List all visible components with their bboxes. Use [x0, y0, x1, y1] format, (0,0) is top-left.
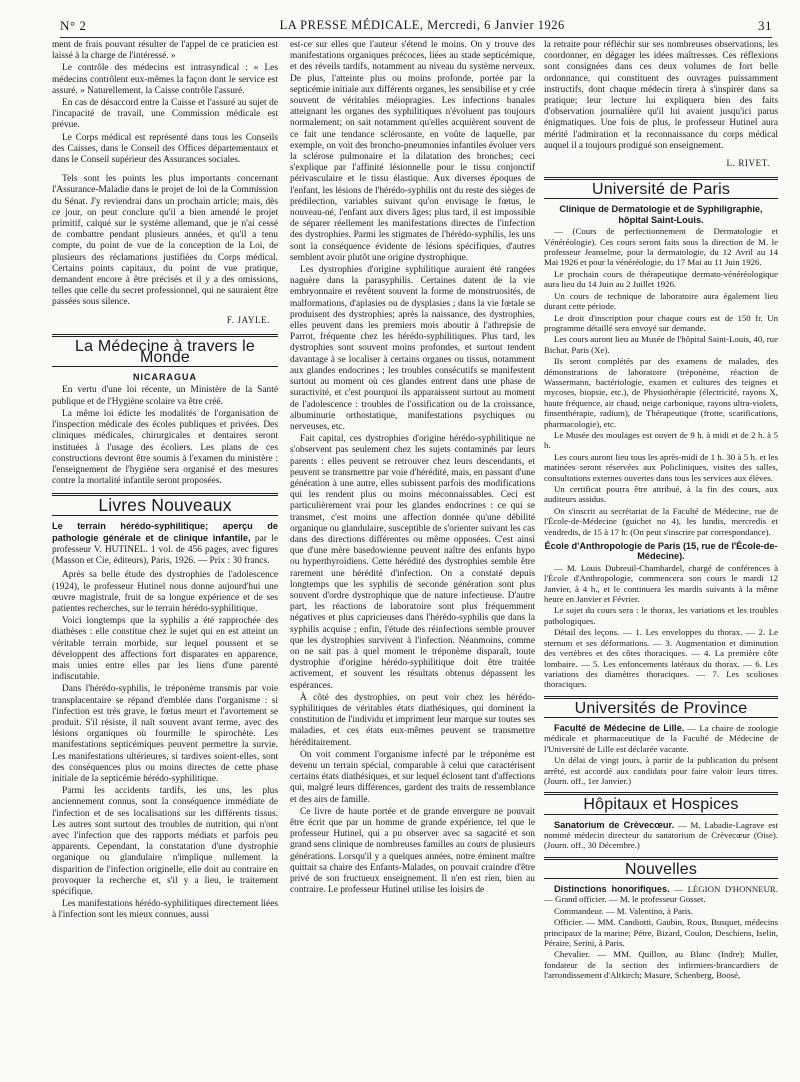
page-number-left: N° 2: [60, 18, 87, 33]
paragraph: — M. Louis Dubreuil-Chambardel, chargé de conférences à l'École d'Anthropologie, commencera son cours le mardi 12 Janvier, à 4 h., et le continuera les mardis suivants à la même heure en Janvier et Février.: [544, 562, 778, 605]
section-heading-news: Nouvelles: [544, 857, 778, 879]
paragraph: Officier. — MM. Candiotti, Gaubin, Roux, Busquet, médecins principaux de la marine; Pétre, Bizard, Coulon, Deschiens, Iselin, Péraire, Serini, à Paris.: [544, 917, 778, 949]
country-subheading: NICARAGUA: [133, 372, 197, 383]
journal-title: LA PRESSE MÉDICALE, Mercredi, 6 Janvier 1926: [279, 18, 565, 32]
paragraph: Parmi les accidents tardifs, les uns, les plus anciennement connus, sont la conséquence immédiate de l'infection et de ses localisations sur les différents tissus. Les autres sont surtout des troubles de nutrition, qui n'ont avec l'infection que des rapports médiats et parfois peu apparents. Cependant, la constatation d'une dystrophie organique ou glandulaire n'implique nullement la disparition de l'infection originelle, elle doit au contraire en provoquer la recherche et, s'il y a lieu, le traitement spécifique.: [52, 786, 278, 898]
page-number-right: 31: [757, 18, 772, 33]
book-reference: par le professeur V. HUTINEL. 1 vol. de 456 pages, avec figures (Masson et Cie, éditeurs), Paris, 1926. — Prix : 30 francs.: [52, 533, 278, 567]
paragraph: Le Musée des moulages est ouvert de 9 h. à midi et de 2 h. à 5 h.: [544, 429, 778, 451]
announcement-title: École d'Anthropologie de Paris (15, rue de l'École-de-Médecine).: [544, 541, 778, 562]
paragraph: la retraite pour réfléchir sur ses nombreuses observations, les coordonner, en dégager les idées maîtresses. Ces réflexions sont consignées dans ces deux volumes de fort belle ordonnance, qui constituent des ouvrages puissamment instructifs, dont chaque médecin tirera à s'inspirer dans sa pratique; leur lecture lui expliquera bien des faits d'observation journalière qu'il lui avaient jusqu'ici parus énigmatiques. Une fois de plus, le professeur Hutinel aura mérité l'admiration et la reconnaissance du corps médical auquel il a toujours prodigué son enseignement.: [544, 40, 778, 151]
announcement-lille: [544, 723, 778, 786]
paragraph: En cas de désaccord entre la Caisse et l'assuré au sujet de l'incapacité de travail, une Commission médicale est prévue.: [52, 98, 278, 131]
paragraph: Les dystrophies d'origine syphilitique auraient été rangées naguère dans la parasyphilis. Certaines datent de la vie embryonnaire et revêtent souvent la forme de monstruosités, de malformations, d'aplasies ou de dysplasies ; dans la vie fœtale se produisent des dystrophies; après la naissance, des dystrophies, elles peuvent dans les premiers mois aboutir à l'athrepsie de Parrot, fréquente chez les hérédo-syphilitiques. Plus tard, les dystrophies sont souvent moins profondes, et surtout tendent davantage à se localiser à certains organes ou tissus, notamment aux glandes endocrines ; les troubles consécutifs se manifestent surtout au moment où ces glandes entrent dans une phase de suractivité, et c'est pourquoi ils apparaissent surtout au moment de l'adolescence : troubles de l'ossification ou de la croissance, albuminurie orthostatique, manifestations psychiques ou nerveuses, etc.: [290, 265, 535, 432]
paragraph: Un certificat pourra être attribué, à la fin des cours, aux auditeurs assidus.: [544, 484, 778, 505]
paragraph: Détail des leçons. — 1. Les enveloppes du thorax. — 2. Le sternum et ses déformations. — 3. Augmentation et diminution des vertèbres et des côtes thoraciques. — 4. La première côte lombaire. — 5. Les enfoncements latéraux du thorax. — 6. Les variations des diamètres thoraciques. — 7. Les scolioses thoraciques.: [544, 627, 778, 690]
author-signature: L. RIVET.: [726, 158, 770, 169]
book-title: Le terrain hérédo-syphilitique; aperçu de pathologie générale et de clinique infantile,: [52, 520, 278, 543]
announcement-title: Clinique de Dermatologie et de Syphiligraphie, hôpital Saint-Louis.: [559, 204, 763, 225]
paragraph: Commandeur. — M. Valentino, à Paris.: [554, 905, 693, 916]
paragraph: Un cours de technique de laboratoire aura également lieu durant cette période.: [544, 290, 778, 312]
section-heading-world-medicine: La Médecine à travers le Monde: [52, 334, 278, 367]
paragraph: À côté des dystrophies, on peut voir chez les hérédo-syphilitiques de véritables états diathésiques, qui dominent la constitution de l'individu et impriment leur marque sur toutes ses maladies, et ces états eux-mêmes peuvent se transmettre héréditairement.: [290, 692, 535, 748]
paragraph: Fait capital, ces dystrophies d'origine hérédo-syphilitique ne s'observent pas seulement chez les sujets contaminés par leurs parents : elles peuvent se retrouver chez leurs descendants, et peuvent se transmettre par voie d'hérédité, mais, en passant d'une génération à une autre, elles subissent parfois des modifications qui les rendent plus ou moins méconnaissables. Ceci est particulièrement vrai pour les glandes endocrines : ce qui se transmet, c'est moins une affection donnée qu'une débilité organique ou glandulaire, susceptible de s'orienter suivant les cas dans des directions différentes ou même opposées. C'est ainsi que d'une mère basedowienne peuvent naître des enfants hypo ou hyperthyroïdiens. Cette hérédité des dystrophies semble être rarement une hérédité d'infection. On a constaté depuis longtemps que les syphilis de seconde génération sont plus souvent d'ordre dystrophique que de nature infectieuse. D'autre part, les réactions de laboratoire sont plus fréquemment négatives et plus capricieuses dans l'hérédo-syphilis que dans la syphilis acquise ; enfin, l'étude des réinfections semble prouver que les dystrophies survivent à l'infection. Néanmoins, comme on ne sait pas à quel moment le tréponème disparaît, toute dystrophie d'origine hérédo-syphilitique doit être traitée activement, et souvent les résultats obtenus dépassent les espérances.: [290, 434, 535, 691]
paragraph: Le contrôle des médecins est intrasyndical : « Les médecins contrôlent eux-mêmes la façon dont le service est assuré. » Naturellement, la Caisse contrôle l'assuré.: [52, 63, 278, 96]
paragraph: Le Corps médical est représenté dans tous les Conseils des Caisses, dans le Conseil des Offices départementaux et dans le Conseil supérieur des Assurances sociales.: [52, 132, 278, 166]
paragraph: Chevalier. — MM. Quillon, au Blanc (Indre); Muller, fondateur de la section des infirmiers-brancardiers de l'arrondissement d'Altkirch; Masure, Schenberg, Boosé,: [544, 949, 778, 981]
announcement-dermatology: [544, 204, 778, 689]
paragraph: En vertu d'une loi récente, un Ministère de la Santé publique et de l'Hygiène scolaire va être créé.: [52, 385, 278, 407]
paragraph: Après sa belle étude des dystrophies de l'adolescence (1924), le professeur Hutinel nous donne aujourd'hui une œuvre magistrale, fruit de sa longue expérience et de ses patientes recherches, sur le terrain hérédo-syphilitique.: [52, 570, 278, 614]
column-middle: [290, 40, 535, 1075]
paragraph: Les manifestations hérédo-syphilitiques directement liées à l'infection sont les mieux connues, aussi: [52, 899, 278, 921]
paragraph: Sanatorium de Crèvecœur. — M. Labadie-Lagrave est nommé médecin directeur du sanatorium de Crèvecœur (Oise). (Journ. off., 30 Décembre.): [544, 819, 778, 851]
book-entry: [52, 521, 278, 568]
paragraph: On voit comment l'organisme infecté par le tréponème est devenu un terrain spécial, comparable à celui que caractérisent certains états diathésiques, et sur lequel éclosent tant d'affections qui, malgré leurs différences, gardent des traits de ressemblance et des airs de famille.: [290, 749, 535, 805]
paragraph: On s'inscrit au secrétariat de la Faculté de Médecine, rue de l'École-de-Médecine (guichet no 4), les lundis, mercredis et vendredis, de 15 à 17 h: (On peut s'inscrire par correspondance).: [544, 505, 778, 537]
author-signature: F. JAYLE.: [226, 314, 270, 325]
section-heading-new-books: Livres Nouveaux: [52, 493, 278, 515]
paragraph: Le prochain cours de thérapeutique dermato-vénéréologique aura lieu du 14 Juin au 2 Juillet 1926.: [544, 268, 778, 290]
announcement-distinctions: [544, 884, 778, 981]
page-header: [60, 18, 772, 38]
paragraph: Ce livre de haute portée et de grande envergure ne pouvait être écrit que par un homme de grande expérience, tel que le professeur Hutinel, qui a pu observer avec sa sagacité et son grand sens clinique de nombreuses familles au cours de plusieurs générations. Lorsqu'il y a quelques années, notre éminent maître quittait sa chaire des Enfants-Malades, on pouvait craindre d'être privé de son fructueux enseignement. Il n'en est rien, bien au contraire. Le professeur Hutinel utilise les loisirs de: [290, 806, 535, 896]
column-left: [52, 40, 278, 1072]
paragraph: La même loi édicte les modalités de l'organisation de l'inspection médicale des écoles publiques et privées. Des cliniques médicales, chirurgicales et dentaires seront instituées à l'usage des écoliers. Les plans de ces constructions devront être soumis à l'examen du ministère : l'enseignement de l'hygiène sera organisé et des mesures contre la mortalité infantile seront proposées.: [52, 408, 278, 487]
paragraph: Un délai de vingt jours, à partir de la publication du présent arrêté, est accordé aux candidats pour faire valoir leurs titres. (Journ. off., 1er Janvier.): [544, 755, 778, 786]
paragraph: Voici longtemps que la syphilis a été rapprochée des diathèses : elle constitue chez le sujet qui en est atteint un véritable terrain morbide, sur lequel poussent et se développent des affections fort disparates en apparence, mais unies entre elles par les liens d'une parenté indiscutable.: [52, 616, 278, 683]
paragraph: Ils seront complétés par des examens de malades, des démonstrations de laboratoire (tréponème, réaction de Wassermann, bactériologie, examen et cultures des teignes et mycoses, biopsie, etc.), de Physiothérapie (électricité, rayons X, haute fréquence, air chaud, neige carbonique, rayons ultra-violets, finsenthérapie, radium), de Thérapeutique (frotte, scarifications, pharmacologie), etc.: [544, 356, 778, 429]
paragraph: est-ce sur elles que l'auteur s'étend le moins. On y trouve des manifestations organiques précoces, liées au stade septicémique, et des réveils tardifs, notamment au niveau du système nerveux. De plus, l'atteinte plus ou moins profonde, portée par la septicémie initiale aux différents organes, les sensibilise et y crée souvent de véritables méiopragies. Les infections banales atteignant les organes des syphilitiques n'évoluent pas toujours normalement; on sait notamment qu'elles acquièrent souvent de ce fait une tendance sclérosante, en voûte de laquelle, par exemple, on voit des broncho-pneumonies infantiles évoluer vers la sclérose pulmonaire et la dilatation des bronches; ceci s'explique par l'affinité lésionnelle pour le tissu conjonctif périvasculaire et le tissu élastique. Aux diverses époques de l'enfant, les lésions de l'hérédo-syphilis ont du reste des sièges de prédilection, variables suivant qu'on envisage le fœtus, le nouveau-né, l'enfant aux divers âges; plus tard, il est impossible de séparer réellement les manifestations directes de l'infection des dystrophies. Parmi les stigmates de l'hérédo-syphilis, les uns sont la conséquence évidente de lésions spécifiques, d'autres semblent avoir plutôt une origine dystrophique.: [290, 40, 535, 263]
announcement-sanatorium: [544, 820, 778, 851]
paragraph: — (Cours de perfectionnement de Dermatologie et Vénéréologie). Ces cours seront faits sous la direction de M. le professeur Jeanselme, pour la dermatologie, du 12 Avril au 14 Mai 1926 et pour la vénéréologie, du 17 Mai au 11 Juin 1926.: [544, 226, 778, 268]
paragraph: Faculté de Médecine de Lille. — La chaire de zoologie médicale et pharmaceutique de la Faculté de Médecine de l'Université de Lille est déclarée vacante.: [544, 722, 778, 754]
paragraph: Les cours auront lieu au Musée de l'hôpital Saint-Louis, 40, rue Bichat, Paris (Xe).: [544, 334, 778, 355]
paragraph: Distinctions honorifiques. — LÉGION D'HONNEUR. — Grand officier. — M. le professeur Gosset.: [544, 883, 778, 905]
paragraph: Les cours auront lieu tous les après-midi de 1 h. 30 à 5 h. et les matinées seront réservées aux Policliniques, visites des salles, consultations externes ouvertes dans tous les services aux élèves.: [544, 451, 778, 483]
section-heading-provincial-universities: Universités de Province: [544, 696, 778, 718]
column-right: [544, 40, 778, 1075]
section-heading-hospitals: Hôpitaux et Hospices: [544, 792, 778, 814]
section-heading-university-paris: Université de Paris: [544, 177, 778, 199]
paragraph: Le droit d'inscription pour chaque cours est de 150 fr. Un programme détaillé sera envoyé sur demande.: [544, 312, 778, 333]
paragraph: Tels sont les points les plus importants concernant l'Assurance-Maladie dans le projet de loi de la Commission du Sénat. J'y reviendrai dans un prochain article; mais, dès ce jour, on peut conclure qu'il a bien amendé le projet primitif, calqué sur le système allemand, que je n'ai cessé de combattre pendant plusieurs années, et qu'il a tenu compte, du point de vue de la conception de la Loi, de plusieurs des réclamations justifiées du Corps médical. Certains points capitaux, du point de vue pratique, demandent encore à être précisés et il y a des omissions, telles que celle du secret professionnel, qui ne sauraient être passées sous silence.: [52, 174, 278, 308]
paragraph: ment de frais pouvant résulter de l'appel de ce praticien est laissé à la charge de l'intéressé. »: [52, 40, 278, 62]
paragraph: Dans l'hérédo-syphilis, le tréponème transmis par voie transplacentaire se répand d'emblée dans l'organisme : si l'infection est très grave, le fœtus meurt et l'avortement se produit. S'il résiste, il naît souvent avant terme, avec des lésions organiques où fourmille le spirochète. Les manifestations septicémiques peuvent permettre la survie. Les manifestations ultérieures, si tardives soient-elles, sont des conséquences plus ou moins directes de cette phase initiale de la septicémie hérédo-syphilitique.: [52, 684, 278, 784]
paragraph: Le sujet du cours sera : le thorax, les variations et les troubles pathologiques.: [544, 605, 778, 626]
